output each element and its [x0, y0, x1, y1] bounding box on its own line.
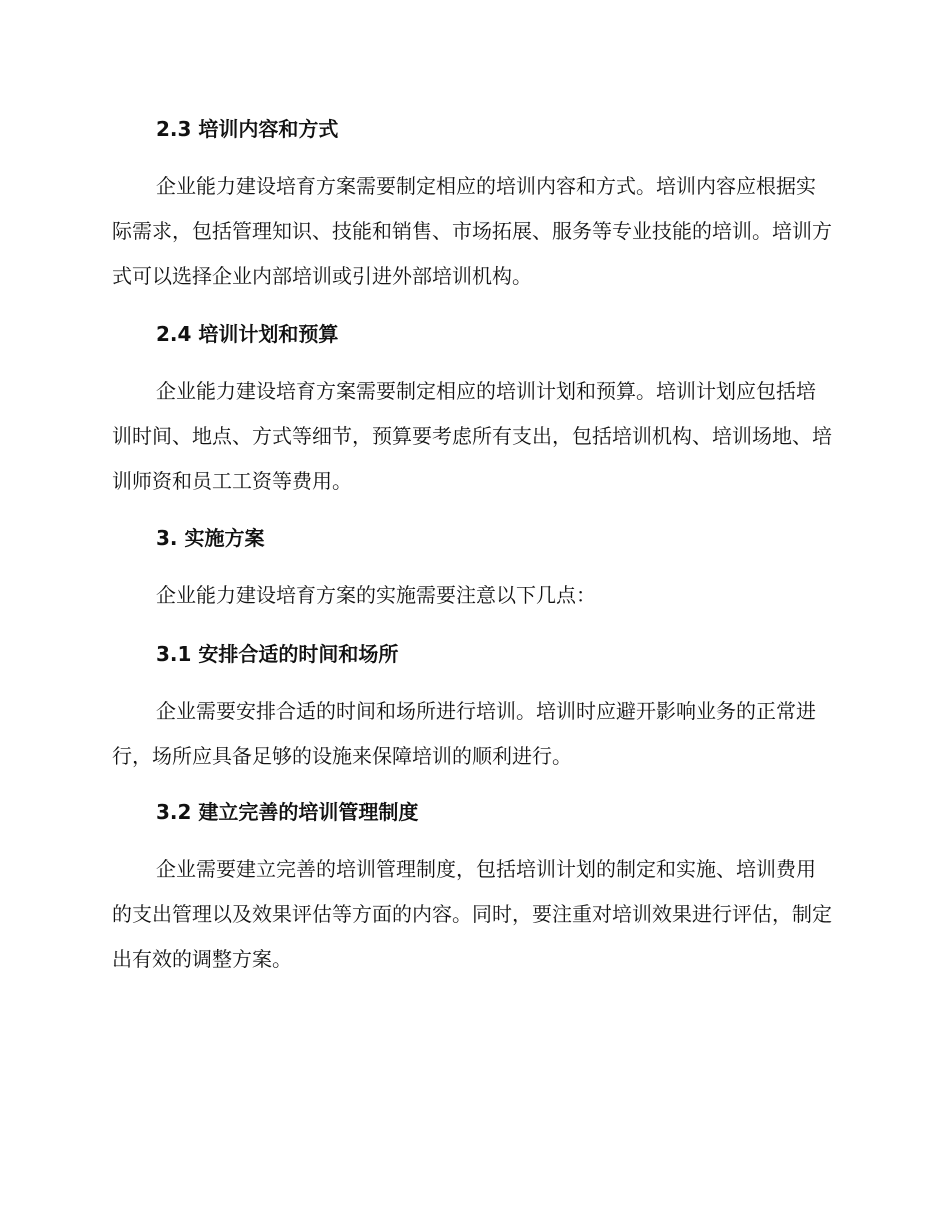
section-heading-2-3: 2.3 培训内容和方式: [156, 117, 339, 141]
section-paragraph-3-1: 企业需要安排合适的时间和场所进行培训。培训时应避开影响业务的正常进行，场所应具备足够的设施来保障培训的顺利进行。: [112, 699, 816, 768]
section-paragraph-3: 企业能力建设培育方案的实施需要注意以下几点：: [156, 583, 596, 607]
section-heading-3: 3. 实施方案: [156, 526, 265, 550]
section-paragraph-2-4: 企业能力建设培育方案需要制定相应的培训计划和预算。培训计划应包括培训时间、地点、方式等细节，预算要考虑所有支出，包括培训机构、培训场地、培训师资和员工工资等费用。: [112, 379, 832, 493]
section-heading-3-1: 3.1 安排合适的时间和场所: [156, 642, 399, 666]
section-heading-2-4: 2.4 培训计划和预算: [156, 322, 339, 346]
section-paragraph-2-3: 企业能力建设培育方案需要制定相应的培训内容和方式。培训内容应根据实际需求，包括管理知识、技能和销售、市场拓展、服务等专业技能的培训。培训方式可以选择企业内部培训或引进外部培训机构。: [112, 174, 832, 288]
section-paragraph-3-2: 企业需要建立完善的培训管理制度，包括培训计划的制定和实施、培训费用的支出管理以及效果评估等方面的内容。同时，要注重对培训效果进行评估，制定出有效的调整方案。: [112, 857, 832, 971]
section-heading-3-2: 3.2 建立完善的培训管理制度: [156, 800, 419, 824]
